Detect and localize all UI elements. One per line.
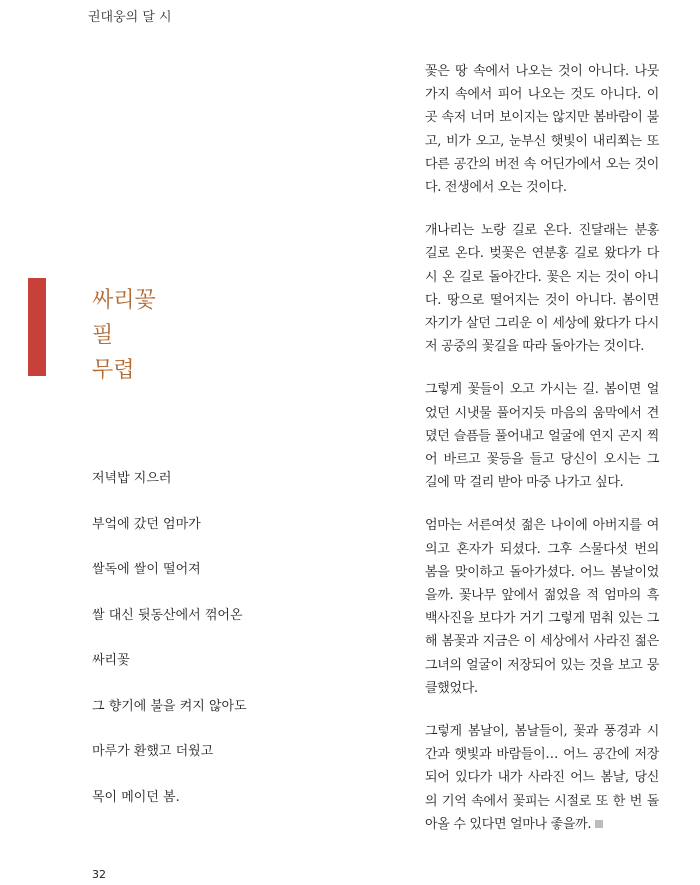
essay-paragraph: 그렇게 꽃들이 오고 가시는 길. 봄이면 얼었던 시냇물 풀어지듯 마음의 움막에서 견뎠던 슬픔들 풀어내고 얼굴에 연지 곤지 찍어 바르고 꽃등을 들고 당신이 오시는 그 길에 막 걸리 받아 마중 나가고 싶다. — [425, 382, 659, 491]
page-number: 32 — [92, 868, 106, 881]
essay-paragraph: 꽃은 땅 속에서 나오는 것이 아니다. 나뭇가지 속에서 피어 나오는 것도 아니다. 이곳 속저 너머 보이지는 않지만 봄바람이 불고, 비가 오고, 눈부신 햇빛이 내리쬐는 또다른 공간의 버전 속 어딘가에서 오는 것이다. 전생에서 오는 것이다. — [425, 64, 659, 196]
poem-line: 싸리꽃 — [92, 653, 130, 668]
poem-line: 그 향기에 불을 켜지 않아도 — [92, 698, 247, 714]
essay-paragraph: 개나리는 노랑 길로 온다. 진달래는 분홍 길로 온다. 벚꽃은 연분홍 길로 왔다가 다시 온 길로 돌아간다. 꽃은 지는 것이 아니다. 땅으로 떨어지는 것이 아니다. 봄이면 자기가 살던 그리운 이 세상에 왔다가 다시 저 공중의 꽃길을 따라 돌아가는 것이다. — [425, 223, 659, 355]
poem-title-line: 필 — [92, 323, 114, 348]
essay-column — [425, 60, 659, 856]
poem-title-line: 싸리꽃 — [92, 288, 156, 313]
running-title: 권대웅의 달 시 — [88, 10, 172, 25]
poem-title-line: 무렵 — [92, 358, 135, 383]
essay-paragraph: 엄마는 서른여섯 젊은 나이에 아버지를 여의고 혼자가 되셨다. 그후 스물다섯 번의 봄을 맞이하고 돌아가셨다. 어느 봄날이었을까. 꽃나무 앞에서 젊었을 적 엄마의 흑백사진을 보다가 거기 그렇게 멈춰 있는 그해 봄꽃과 지금은 이 세상에서 사라진 젊은 그녀의 얼굴이 저장되어 있는 것을 보고 뭉클했었다. — [425, 518, 659, 696]
poem-line: 쌀독에 쌀이 떨어져 — [92, 562, 201, 577]
poem-line: 마루가 환했고 더웠고 — [92, 744, 214, 759]
poem-line: 목이 메이던 봄. — [92, 789, 180, 805]
essay-paragraph-text: 그렇게 봄날이, 봄날들이, 꽃과 풍경과 시간과 햇빛과 바람들이… 어느 공간에 저장되어 있다가 내가 사라진 어느 봄날, 당신의 기억 속에서 꽃피는 시절로 또 한 번 돌아올 수 있다면 얼마나 좋을까. — [425, 724, 659, 832]
essay-paragraph-last — [425, 720, 659, 836]
poem-line: 부엌에 갔던 엄마가 — [92, 516, 201, 532]
end-mark-square-icon — [595, 820, 603, 828]
poem-title — [92, 283, 156, 388]
poem-line: 쌀 대신 뒷동산에서 꺾어온 — [92, 607, 243, 623]
poem-body — [92, 469, 247, 833]
accent-bar — [28, 278, 46, 376]
poem-line: 저녁밥 지으러 — [92, 471, 172, 486]
